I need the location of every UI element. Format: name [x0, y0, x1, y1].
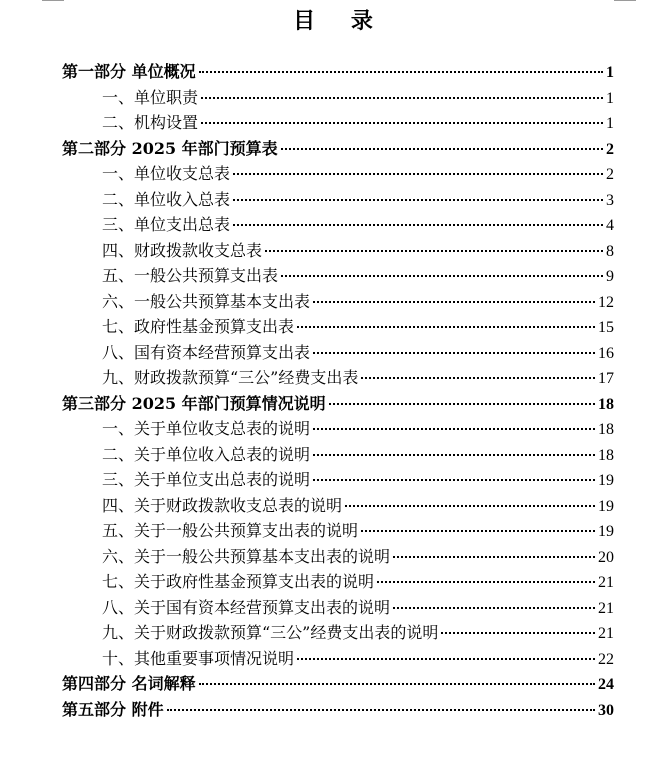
toc-dot-leader — [233, 199, 603, 201]
table-of-contents — [62, 59, 614, 722]
toc-dot-leader — [441, 632, 595, 634]
toc-dot-leader — [313, 352, 595, 354]
toc-entry-label: 八、国有资本经营预算支出表 — [102, 342, 311, 362]
toc-dot-leader — [265, 250, 603, 252]
toc-page-number: 17 — [598, 370, 614, 387]
toc-page-number: 19 — [598, 497, 614, 515]
toc-dot-leader — [313, 454, 595, 456]
toc-item-entry[interactable] — [62, 161, 614, 187]
toc-dot-leader — [201, 122, 603, 124]
toc-page-number: 21 — [598, 599, 614, 617]
toc-dot-leader — [199, 71, 603, 73]
toc-item-entry[interactable] — [62, 85, 614, 111]
toc-page-number: 19 — [598, 523, 614, 540]
toc-page-number: 2 — [606, 140, 614, 158]
toc-part-entry[interactable] — [62, 671, 614, 697]
toc-page-number: 1 — [606, 89, 614, 107]
toc-page-number: 1 — [606, 64, 614, 81]
toc-page-number: 30 — [598, 701, 614, 719]
toc-item-entry[interactable] — [62, 212, 614, 238]
toc-item-entry[interactable] — [62, 289, 614, 315]
toc-page-number: 1 — [606, 115, 614, 132]
toc-dot-leader — [377, 581, 595, 583]
toc-page-number: 18 — [598, 446, 614, 464]
toc-dot-leader — [361, 530, 595, 532]
toc-entry-label: 七、关于政府性基金预算支出表的说明 — [102, 572, 375, 591]
toc-entry-label: 二、关于单位收入总表的说明 — [102, 444, 311, 464]
toc-entry-label: 十、其他重要事项情况说明 — [102, 648, 295, 668]
toc-entry-label: 二、单位收入总表 — [102, 189, 231, 209]
toc-entry-label: 八、关于国有资本经营预算支出表的说明 — [102, 597, 391, 617]
toc-dot-leader — [167, 709, 595, 711]
toc-page-number: 8 — [606, 242, 614, 260]
toc-item-entry[interactable] — [62, 569, 614, 595]
toc-dot-leader — [393, 607, 595, 609]
toc-page-number: 18 — [598, 395, 614, 413]
toc-dot-leader — [233, 173, 603, 175]
toc-dot-leader — [313, 479, 595, 481]
toc-page-number: 20 — [598, 548, 614, 566]
toc-entry-label: 六、关于一般公共预算基本支出表的说明 — [102, 546, 391, 566]
toc-item-entry[interactable] — [62, 620, 614, 646]
toc-dot-leader — [233, 224, 603, 226]
toc-entry-label: 五、一般公共预算支出表 — [102, 266, 279, 285]
toc-page-number: 2 — [606, 166, 614, 183]
toc-part-entry[interactable] — [62, 59, 614, 85]
toc-item-entry[interactable] — [62, 493, 614, 519]
toc-dot-leader — [393, 556, 595, 558]
toc-page-number: 18 — [598, 421, 614, 438]
toc-entry-label: 第五部分 附件 — [62, 699, 164, 719]
toc-entry-label: 第三部分 2025 年部门预算情况说明 — [62, 393, 326, 413]
toc-item-entry[interactable] — [62, 416, 614, 442]
toc-entry-label: 三、关于单位支出总表的说明 — [102, 470, 311, 489]
toc-dot-leader — [329, 403, 595, 405]
toc-page-number: 19 — [598, 472, 614, 489]
toc-dot-leader — [297, 658, 595, 660]
toc-entry-label: 九、关于财政拨款预算“三公”经费支出表的说明 — [102, 623, 439, 642]
toc-item-entry[interactable] — [62, 467, 614, 493]
toc-item-entry[interactable] — [62, 238, 614, 264]
toc-part-entry[interactable] — [62, 697, 614, 723]
toc-page-number: 4 — [606, 217, 614, 234]
toc-page-number: 21 — [598, 574, 614, 591]
toc-item-entry[interactable] — [62, 263, 614, 289]
toc-part-entry[interactable] — [62, 136, 614, 162]
toc-entry-label: 四、关于财政拨款收支总表的说明 — [102, 495, 343, 515]
toc-item-entry[interactable] — [62, 187, 614, 213]
toc-entry-label: 第二部分 2025 年部门预算表 — [62, 138, 278, 158]
toc-item-entry[interactable] — [62, 518, 614, 544]
toc-dot-leader — [201, 97, 603, 99]
toc-entry-label: 六、一般公共预算基本支出表 — [102, 291, 311, 311]
toc-entry-label: 一、关于单位收支总表的说明 — [102, 419, 311, 438]
toc-page-number: 24 — [598, 676, 614, 693]
toc-dot-leader — [199, 683, 595, 685]
toc-item-entry[interactable] — [62, 442, 614, 468]
toc-dot-leader — [313, 301, 595, 303]
toc-entry-label: 四、财政拨款收支总表 — [102, 240, 263, 260]
page-corner-mark-left — [42, 0, 64, 1]
toc-page-number: 16 — [598, 344, 614, 362]
toc-item-entry[interactable] — [62, 314, 614, 340]
toc-entry-label: 二、机构设置 — [102, 113, 199, 132]
toc-entry-label: 第四部分 名词解释 — [62, 674, 196, 693]
toc-dot-leader — [313, 428, 595, 430]
toc-item-entry[interactable] — [62, 595, 614, 621]
toc-item-entry[interactable] — [62, 365, 614, 391]
toc-entry-label: 五、关于一般公共预算支出表的说明 — [102, 521, 359, 540]
toc-page-number: 21 — [598, 625, 614, 642]
toc-page-number: 9 — [606, 268, 614, 285]
toc-dot-leader — [281, 275, 603, 277]
toc-page-number: 3 — [606, 191, 614, 209]
toc-entry-label: 一、单位职责 — [102, 87, 199, 107]
toc-entry-label: 第一部分 单位概况 — [62, 62, 196, 81]
toc-entry-label: 九、财政拨款预算“三公”经费支出表 — [102, 368, 359, 387]
toc-entry-label: 七、政府性基金预算支出表 — [102, 317, 295, 336]
page-corner-mark-right — [614, 0, 636, 1]
toc-page-number: 22 — [598, 650, 614, 668]
toc-part-entry[interactable] — [62, 391, 614, 417]
toc-item-entry[interactable] — [62, 646, 614, 672]
toc-entry-label: 三、单位支出总表 — [102, 215, 231, 234]
toc-page-number: 12 — [598, 293, 614, 311]
toc-title: 目 录 — [293, 8, 387, 34]
toc-item-entry[interactable] — [62, 544, 614, 570]
toc-dot-leader — [361, 377, 595, 379]
toc-page-number: 15 — [598, 319, 614, 336]
toc-item-entry[interactable] — [62, 340, 614, 366]
toc-dot-leader — [345, 505, 595, 507]
toc-dot-leader — [297, 326, 595, 328]
toc-dot-leader — [281, 148, 603, 150]
toc-item-entry[interactable] — [62, 110, 614, 136]
toc-entry-label: 一、单位收支总表 — [102, 164, 231, 183]
